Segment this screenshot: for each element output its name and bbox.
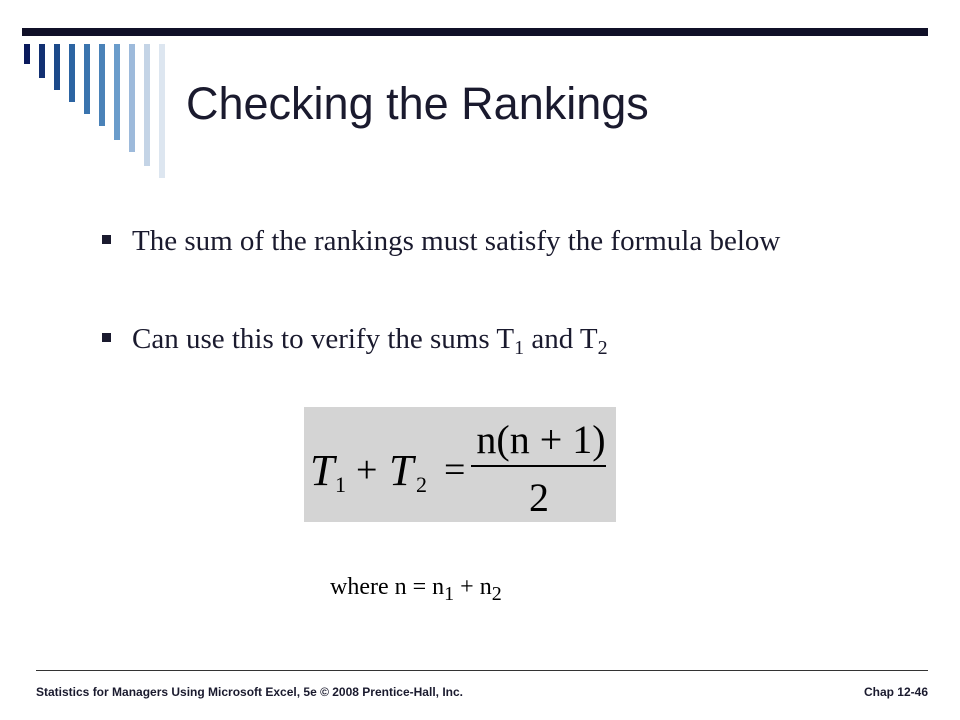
bullet-text: The sum of the rankings must satisfy the formula below — [132, 225, 781, 257]
decorative-stripe — [99, 44, 105, 126]
decorative-stripe — [144, 44, 150, 166]
decorative-stripe — [54, 44, 60, 90]
bullet-marker-icon — [102, 235, 111, 244]
decorative-stripe — [114, 44, 120, 140]
bullet-text — [102, 320, 872, 358]
formula-t1-subscript: 1 — [335, 472, 346, 497]
formula-t2: T — [389, 446, 414, 495]
subscript: 1 — [514, 337, 525, 359]
decorative-stripe — [129, 44, 135, 152]
formula-t1: T — [310, 446, 335, 495]
footer-rule — [36, 670, 928, 671]
decorative-stripe — [69, 44, 75, 102]
formula-numerator: n(n + 1) — [476, 417, 606, 462]
decorative-stripe — [84, 44, 90, 114]
where-text: where n = n — [330, 574, 445, 600]
footer-page-number: Chap 12-46 — [863, 685, 928, 699]
formula-plus: + — [356, 449, 378, 491]
bullet-text-part: Can use this to verify the sums T — [132, 323, 515, 355]
subscript: 1 — [444, 583, 455, 605]
bullet-marker-icon — [102, 333, 111, 342]
formula-denominator: 2 — [529, 475, 549, 520]
formula-graphic — [304, 407, 616, 522]
bullet-item — [102, 320, 872, 358]
subscript: 2 — [597, 337, 608, 359]
subscript: 2 — [491, 583, 502, 605]
slide-title: Checking the Rankings — [186, 78, 649, 129]
decorative-stripe — [159, 44, 165, 178]
top-rule — [22, 28, 928, 36]
formula-box — [304, 407, 616, 522]
decorative-stripe — [39, 44, 45, 78]
where-note — [330, 574, 502, 605]
bullet-text-part: and T — [524, 323, 598, 355]
bullet-item — [102, 222, 872, 260]
decorative-stripe — [24, 44, 30, 64]
where-text: + n — [454, 574, 492, 600]
formula-equals: = — [444, 449, 466, 491]
footer-copyright: Statistics for Managers Using Microsoft Excel, 5e © 2008 Prentice-Hall, Inc. — [36, 685, 463, 699]
formula-t2-subscript: 2 — [416, 472, 427, 497]
